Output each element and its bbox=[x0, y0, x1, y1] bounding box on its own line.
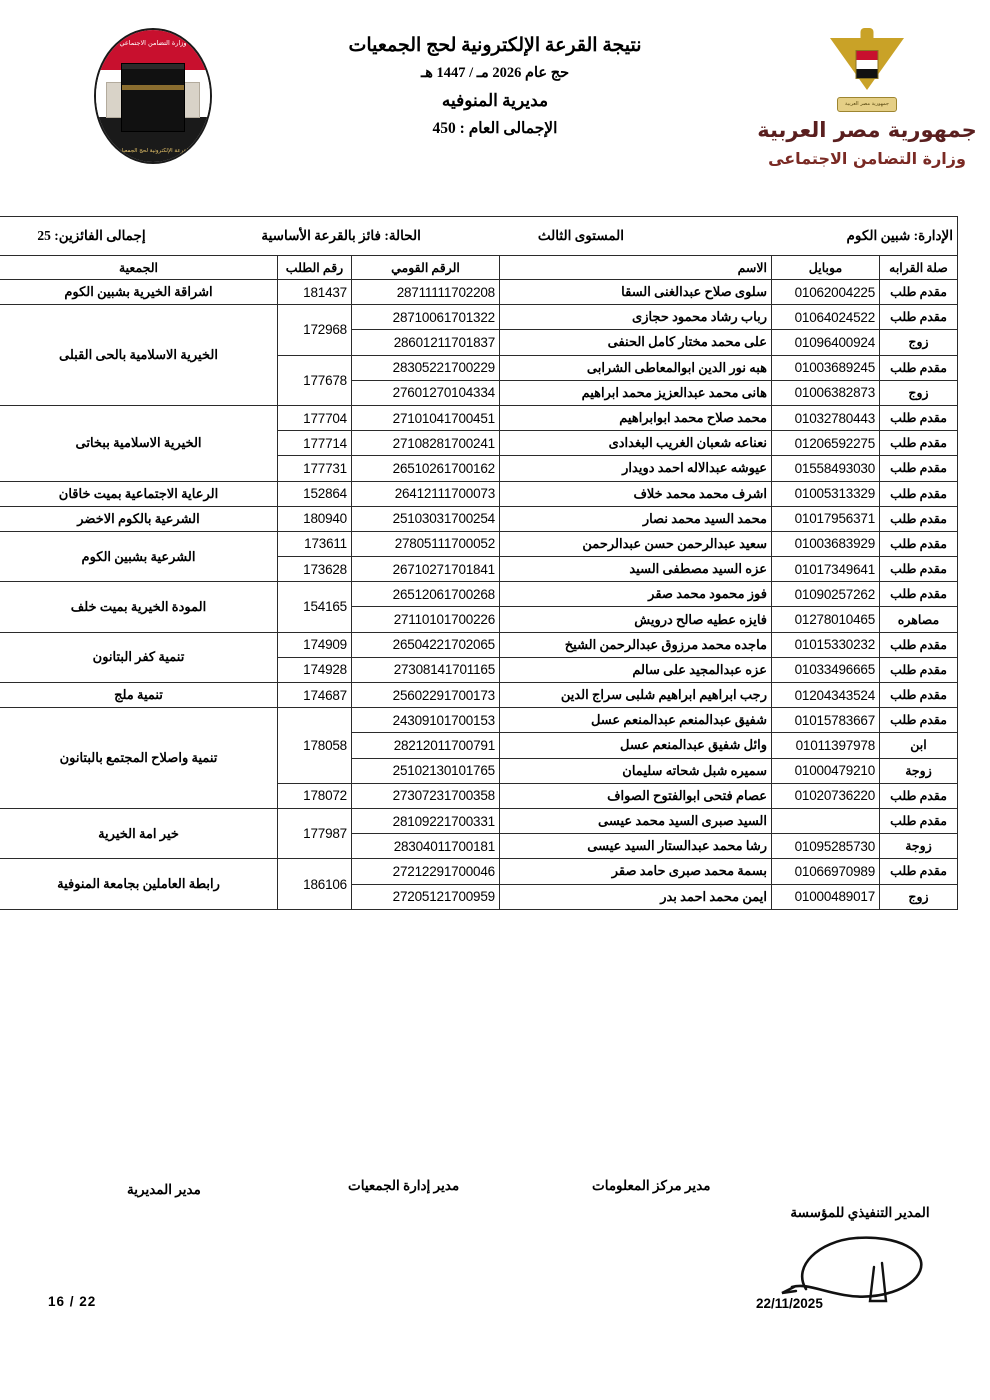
cell-national-id: 27108281700241 bbox=[352, 431, 500, 456]
cell-relation: مقدم طلب bbox=[880, 683, 958, 708]
cell-name: هبه نور الدين ابوالمعاطى الشرابى bbox=[500, 355, 772, 380]
cell-national-id: 27308141701165 bbox=[352, 657, 500, 682]
cell-request-no: 177714 bbox=[278, 431, 352, 456]
cell-relation: مقدم طلب bbox=[880, 708, 958, 733]
cell-relation: زوجة bbox=[880, 834, 958, 859]
eagle-head bbox=[861, 28, 874, 46]
cell-request-no: 177704 bbox=[278, 405, 352, 430]
cell-name: شفيق عبدالمنعم عبدالمنعم عسل bbox=[500, 708, 772, 733]
cell-name: سعيد عبدالرحمن حسن عبدالرحمن bbox=[500, 531, 772, 556]
haram-pillar-right bbox=[184, 82, 200, 118]
shield-stripe-white bbox=[857, 60, 878, 69]
shield-stripe-black bbox=[857, 69, 878, 78]
cell-name: فايزه عطيه صالح درويش bbox=[500, 607, 772, 632]
role-info-center-manager: مدير مركز المعلومات bbox=[592, 1178, 711, 1193]
cell-mobile: 01017349641 bbox=[772, 557, 880, 582]
cell-relation: مقدم طلب bbox=[880, 280, 958, 305]
role-assoc-admin-manager: مدير إدارة الجمعيات bbox=[348, 1178, 460, 1193]
cell-name: ايمن محمد احمد بدر bbox=[500, 884, 772, 909]
cell-mobile: 01000489017 bbox=[772, 884, 880, 909]
cell-national-id: 26710271701841 bbox=[352, 557, 500, 582]
cell-mobile: 01015783667 bbox=[772, 708, 880, 733]
cell-relation: زوج bbox=[880, 380, 958, 405]
table-row bbox=[0, 859, 958, 884]
cell-relation: مقدم طلب bbox=[880, 405, 958, 430]
cell-name: رجب ابراهيم ابراهيم شلبى سراج الدين bbox=[500, 683, 772, 708]
cell-relation: مقدم طلب bbox=[880, 506, 958, 531]
cell-national-id: 28711111702208 bbox=[352, 280, 500, 305]
cell-mobile: 01278010465 bbox=[772, 607, 880, 632]
executive-director-title: المدير التنفيذي للمؤسسة bbox=[790, 1205, 930, 1220]
table-row bbox=[0, 305, 958, 330]
cell-national-id: 27101041700451 bbox=[352, 405, 500, 430]
cell-mobile: 01066970989 bbox=[772, 859, 880, 884]
cell-name: وائل شفيق عبدالمنعم عسل bbox=[500, 733, 772, 758]
cell-request-no: 186106 bbox=[278, 859, 352, 909]
table-row bbox=[0, 808, 958, 833]
government-logo bbox=[756, 22, 978, 187]
cell-relation: مقدم طلب bbox=[880, 632, 958, 657]
directorate-title: مديرية المنوفيه bbox=[441, 90, 549, 110]
column-header-mobile: موبايل bbox=[772, 256, 880, 280]
cell-national-id: 27307231700358 bbox=[352, 783, 500, 808]
cell-association: الشرعية بالكوم الاخضر bbox=[0, 506, 278, 531]
kaaba-oval bbox=[94, 28, 212, 164]
table-header-row bbox=[0, 256, 958, 280]
cell-name: بسمة محمد صبرى حامد صقر bbox=[500, 859, 772, 884]
cell-name: على محمد مختار كامل الحنفى bbox=[500, 330, 772, 355]
cell-name: عيوشه عبدالاله احمد دويدار bbox=[500, 456, 772, 481]
cell-national-id: 28304011700181 bbox=[352, 834, 500, 859]
cell-mobile: 01017956371 bbox=[772, 506, 880, 531]
column-header-assoc: الجمعية bbox=[0, 256, 278, 280]
hajj-year-subtitle: حج عام 2026 مـ / 1447 هـ bbox=[420, 65, 570, 81]
cell-mobile: 01090257262 bbox=[772, 582, 880, 607]
kaaba-icon bbox=[122, 64, 184, 131]
cell-relation: مقدم طلب bbox=[880, 859, 958, 884]
cell-relation: مقدم طلب bbox=[880, 355, 958, 380]
cell-name: رباب رشاد محمود حجازى bbox=[500, 305, 772, 330]
status-label: الحالة: فائز بالقرعة الأساسية bbox=[261, 228, 421, 243]
haram-pillar-left bbox=[106, 82, 122, 118]
cell-mobile: 01005313329 bbox=[772, 481, 880, 506]
handwritten-signature bbox=[770, 1227, 950, 1307]
cell-association: المودة الخيرية بميت خلف bbox=[0, 582, 278, 632]
page-header bbox=[0, 0, 990, 195]
table-meta-row bbox=[0, 217, 958, 256]
cell-national-id: 28601211701837 bbox=[352, 330, 500, 355]
column-header-relation: صلة القرابه bbox=[880, 256, 958, 280]
cell-mobile: 01096400924 bbox=[772, 330, 880, 355]
cell-association: اشراقة الخيرية بشبين الكوم bbox=[0, 280, 278, 305]
cell-relation: زوج bbox=[880, 330, 958, 355]
cell-national-id: 26504221702065 bbox=[352, 632, 500, 657]
cell-mobile: 01206592275 bbox=[772, 431, 880, 456]
cell-relation: زوجة bbox=[880, 758, 958, 783]
page-number: 16 / 22 bbox=[48, 1294, 97, 1309]
cell-national-id: 28109221700331 bbox=[352, 808, 500, 833]
results-table bbox=[0, 216, 958, 910]
table-row bbox=[0, 708, 958, 733]
cell-name: عصام فتحى ابوالفتوح الصواف bbox=[500, 783, 772, 808]
cell-relation: مقدم طلب bbox=[880, 305, 958, 330]
cell-name: محمد السيد محمد نصار bbox=[500, 506, 772, 531]
cell-mobile: 01033496665 bbox=[772, 657, 880, 682]
column-header-requestno: رقم الطلب bbox=[278, 256, 352, 280]
document-date: 22/11/2025 bbox=[756, 1296, 823, 1311]
cell-national-id: 26512061700268 bbox=[352, 582, 500, 607]
cell-relation: مقدم طلب bbox=[880, 531, 958, 556]
table-row bbox=[0, 280, 958, 305]
cell-association: تنمية واصلاح المجتمع بالبتانون bbox=[0, 708, 278, 809]
cell-name: سلوى صلاح عبدالغنى السقا bbox=[500, 280, 772, 305]
cell-mobile: 01064024522 bbox=[772, 305, 880, 330]
cell-relation: مقدم طلب bbox=[880, 481, 958, 506]
cell-request-no: 174687 bbox=[278, 683, 352, 708]
cell-national-id: 26510261700162 bbox=[352, 456, 500, 481]
cell-relation: مقدم طلب bbox=[880, 808, 958, 833]
cell-association: الخيرية الاسلامية ببخاتى bbox=[0, 405, 278, 481]
hajj-logo-top-text: وزارة التضامن الاجتماعي bbox=[119, 39, 187, 47]
cell-association: خير امة الخيرية bbox=[0, 808, 278, 858]
cell-name: عزه عبدالمجيد على سالم bbox=[500, 657, 772, 682]
cell-national-id: 25602291700173 bbox=[352, 683, 500, 708]
results-table-body bbox=[0, 280, 958, 910]
column-header-name: الاسم bbox=[500, 256, 772, 280]
country-name: جمهورية مصر العربية bbox=[757, 118, 977, 142]
hajj-lottery-logo bbox=[88, 26, 218, 168]
table-row bbox=[0, 683, 958, 708]
cell-name: السيد صبرى السيد محمد عيسى bbox=[500, 808, 772, 833]
ministry-name: وزارة التضامن الاجتماعى bbox=[768, 149, 966, 168]
cell-request-no: 173628 bbox=[278, 557, 352, 582]
column-header-nationalid: الرقم القومي bbox=[352, 256, 500, 280]
page-title: نتيجة القرعة الإلكترونية لحج الجمعيات bbox=[348, 35, 642, 56]
cell-national-id: 24309101700153 bbox=[352, 708, 500, 733]
role-directorate-manager: مدير المديرية bbox=[127, 1182, 201, 1197]
eagle-shield bbox=[856, 50, 879, 79]
cell-national-id: 28212011700791 bbox=[352, 733, 500, 758]
cell-mobile: 01204343524 bbox=[772, 683, 880, 708]
cell-mobile: 01032780443 bbox=[772, 405, 880, 430]
cell-relation: زوج bbox=[880, 884, 958, 909]
document-title-block bbox=[250, 36, 740, 136]
cell-national-id: 27805111700052 bbox=[352, 531, 500, 556]
kaaba-badge-icon bbox=[94, 28, 212, 164]
cell-national-id: 27601270104334 bbox=[352, 380, 500, 405]
cell-name: نعناعه شعبان الغريب البغدادى bbox=[500, 431, 772, 456]
cell-national-id: 28710061701322 bbox=[352, 305, 500, 330]
cell-national-id: 26412111700073 bbox=[352, 481, 500, 506]
cell-relation: مقدم طلب bbox=[880, 582, 958, 607]
cell-request-no: 152864 bbox=[278, 481, 352, 506]
cell-request-no: 154165 bbox=[278, 582, 352, 632]
eagle-scroll-text: جمهورية مصر العربية bbox=[837, 97, 897, 112]
cell-request-no: 177678 bbox=[278, 355, 352, 405]
cell-name: هانى محمد عبدالعزيز محمد ابراهيم bbox=[500, 380, 772, 405]
cell-national-id: 27205121700959 bbox=[352, 884, 500, 909]
hajj-logo-bottom-text: القرعة الإلكترونية لحج الجمعيات bbox=[116, 148, 190, 154]
cell-name: سميره شبل شحاته سليمان bbox=[500, 758, 772, 783]
cell-association: تنمية ملج bbox=[0, 683, 278, 708]
results-table-container bbox=[32, 216, 958, 910]
cell-relation: مقدم طلب bbox=[880, 783, 958, 808]
cell-mobile: 01095285730 bbox=[772, 834, 880, 859]
cell-request-no: 173611 bbox=[278, 531, 352, 556]
eagle-of-saladin-icon bbox=[829, 28, 905, 114]
table-row bbox=[0, 506, 958, 531]
cell-name: عزه السيد مصطفى السيد bbox=[500, 557, 772, 582]
cell-national-id: 27110101700226 bbox=[352, 607, 500, 632]
cell-mobile: 01003689245 bbox=[772, 355, 880, 380]
cell-request-no: 180940 bbox=[278, 506, 352, 531]
cell-request-no: 181437 bbox=[278, 280, 352, 305]
cell-request-no: 172968 bbox=[278, 305, 352, 355]
cell-name: ماجده محمد مرزوق عبدالرحمن الشيخ bbox=[500, 632, 772, 657]
shield-stripe-red bbox=[857, 51, 878, 60]
cell-association: الخيرية الاسلامية بالحى القبلى bbox=[0, 305, 278, 406]
cell-national-id: 28305221700229 bbox=[352, 355, 500, 380]
cell-mobile: 01020736220 bbox=[772, 783, 880, 808]
administration-label: الإدارة: شبين الكوم bbox=[846, 228, 953, 243]
winners-total-label: إجمالى الفائزين: 25 bbox=[37, 228, 146, 243]
cell-mobile: 01015330232 bbox=[772, 632, 880, 657]
table-row bbox=[0, 531, 958, 556]
cell-national-id: 27212291700046 bbox=[352, 859, 500, 884]
cell-name: اشرف محمد محمد خلاف bbox=[500, 481, 772, 506]
cell-request-no: 177987 bbox=[278, 808, 352, 858]
cell-name: فوز محمود محمد صقر bbox=[500, 582, 772, 607]
meta-cell bbox=[0, 217, 958, 256]
level-label: المستوى الثالث bbox=[537, 228, 625, 243]
cell-request-no: 177731 bbox=[278, 456, 352, 481]
cell-relation: مقدم طلب bbox=[880, 657, 958, 682]
cell-mobile bbox=[772, 808, 880, 833]
cell-association: الشرعية بشبين الكوم bbox=[0, 531, 278, 581]
cell-association: تنمية كفر البتانون bbox=[0, 632, 278, 682]
cell-national-id: 25103031700254 bbox=[352, 506, 500, 531]
cell-mobile: 01558493030 bbox=[772, 456, 880, 481]
cell-request-no: 178072 bbox=[278, 783, 352, 808]
table-row bbox=[0, 405, 958, 430]
cell-relation: ابن bbox=[880, 733, 958, 758]
cell-name: محمد صلاح محمد ابوابراهيم bbox=[500, 405, 772, 430]
cell-national-id: 25102130101765 bbox=[352, 758, 500, 783]
cell-request-no: 174909 bbox=[278, 632, 352, 657]
grand-total-label: الإجمالى العام : 450 bbox=[432, 119, 558, 137]
cell-relation: مصاهره bbox=[880, 607, 958, 632]
table-row bbox=[0, 582, 958, 607]
cell-relation: مقدم طلب bbox=[880, 456, 958, 481]
cell-name: رشا محمد عبدالستار السيد عيسى bbox=[500, 834, 772, 859]
cell-relation: مقدم طلب bbox=[880, 431, 958, 456]
cell-mobile: 01011397978 bbox=[772, 733, 880, 758]
cell-mobile: 01000479210 bbox=[772, 758, 880, 783]
cell-mobile: 01003683929 bbox=[772, 531, 880, 556]
table-row bbox=[0, 481, 958, 506]
cell-request-no: 174928 bbox=[278, 657, 352, 682]
cell-association: الرعاية الاجتماعية بميت خاقان bbox=[0, 481, 278, 506]
cell-mobile: 01006382873 bbox=[772, 380, 880, 405]
cell-request-no: 178058 bbox=[278, 708, 352, 784]
cell-mobile: 01062004225 bbox=[772, 280, 880, 305]
cell-relation: مقدم طلب bbox=[880, 557, 958, 582]
table-row bbox=[0, 632, 958, 657]
cell-association: رابطة العاملين بجامعة المنوفية bbox=[0, 859, 278, 909]
